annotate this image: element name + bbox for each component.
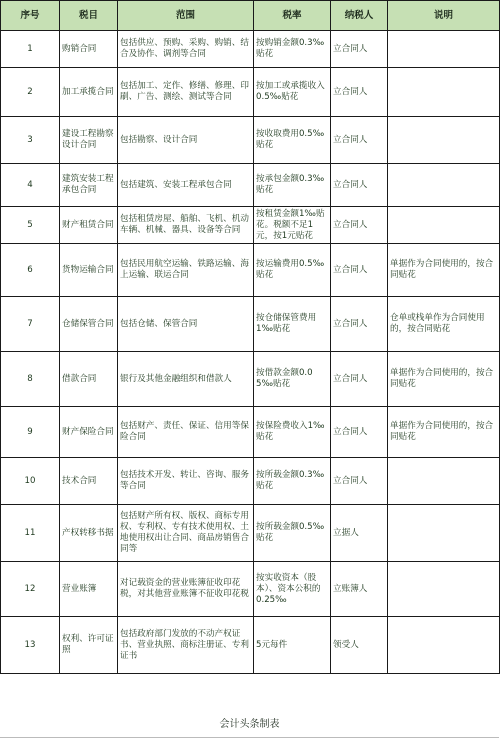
header-payer: 纳税人 <box>331 1 388 31</box>
header-item: 税目 <box>60 1 118 31</box>
table-row <box>1 505 500 562</box>
table-row <box>1 458 500 505</box>
header-no: 序号 <box>1 1 60 31</box>
cell-scope: 包括建筑、安装工程承包合同 <box>118 164 254 207</box>
cell-no: 9 <box>1 407 60 458</box>
header-rate: 税率 <box>254 1 331 31</box>
table-header-row <box>1 1 500 31</box>
cell-item: 加工承揽合同 <box>60 68 118 117</box>
cell-item: 产权转移书据 <box>60 505 118 562</box>
table-row <box>1 297 500 352</box>
cell-no: 6 <box>1 244 60 297</box>
cell-scope: 包括供应、预购、采购、购销、结合及协作、调剂等合同 <box>118 31 254 68</box>
cell-payer: 立合同人 <box>331 68 388 117</box>
cell-scope: 包括租赁房屋、船舶、飞机、机动车辆、机械、器具、设备等合同 <box>118 207 254 244</box>
cell-no: 4 <box>1 164 60 207</box>
cell-payer: 立合同人 <box>331 31 388 68</box>
cell-no: 13 <box>1 617 60 674</box>
cell-note <box>388 562 500 617</box>
cell-no: 1 <box>1 31 60 68</box>
cell-rate: 按所载金额0.5‰贴花 <box>254 505 331 562</box>
table-body <box>1 31 500 674</box>
cell-payer: 立合同人 <box>331 117 388 164</box>
cell-payer: 立合同人 <box>331 297 388 352</box>
cell-item: 建筑安装工程承包合同 <box>60 164 118 207</box>
cell-item: 技术合同 <box>60 458 118 505</box>
cell-scope: 包括技术开发、转让、咨询、服务等合同 <box>118 458 254 505</box>
cell-item: 货物运输合同 <box>60 244 118 297</box>
header-note: 说明 <box>388 1 500 31</box>
table-caption: 会计头条制表 <box>0 713 499 738</box>
table-row <box>1 117 500 164</box>
cell-rate: 按运输费用0.5‰贴花 <box>254 244 331 297</box>
cell-payer: 立合同人 <box>331 244 388 297</box>
cell-payer: 立合同人 <box>331 164 388 207</box>
cell-scope: 包括财产所有权、版权、商标专用权、专利权、专有技术使用权、土地使用权出让合同、商品房销售合同等 <box>118 505 254 562</box>
cell-scope: 对记载资金的营业账簿征收印花税，对其他营业账簿不征收印花税 <box>118 562 254 617</box>
cell-scope: 包括财产、责任、保证、信用等保险合同 <box>118 407 254 458</box>
cell-item: 仓储保管合同 <box>60 297 118 352</box>
cell-item: 建设工程勘察设计合同 <box>60 117 118 164</box>
cell-payer: 立合同人 <box>331 352 388 407</box>
cell-note: 单据作为合同使用的，按合同贴花 <box>388 407 500 458</box>
cell-scope: 包括加工、定作、修缮、修理、印刷、广告、测绘、测试等合同 <box>118 68 254 117</box>
cell-no: 5 <box>1 207 60 244</box>
cell-item: 营业账簿 <box>60 562 118 617</box>
cell-rate: 5元每件 <box>254 617 331 674</box>
cell-note <box>388 68 500 117</box>
cell-note <box>388 31 500 68</box>
cell-no: 3 <box>1 117 60 164</box>
cell-item: 权利、许可证照 <box>60 617 118 674</box>
cell-scope: 包括政府部门发放的不动产权证书、营业执照、商标注册证、专利证书 <box>118 617 254 674</box>
table-row <box>1 164 500 207</box>
cell-rate: 按所载金额0.3‰贴花 <box>254 458 331 505</box>
cell-rate: 按购销金额0.3‰贴花 <box>254 31 331 68</box>
cell-note <box>388 505 500 562</box>
table-row <box>1 617 500 674</box>
cell-payer: 立合同人 <box>331 207 388 244</box>
cell-rate: 按收取费用0.5‰贴花 <box>254 117 331 164</box>
cell-item: 购销合同 <box>60 31 118 68</box>
table-row <box>1 244 500 297</box>
table-row <box>1 562 500 617</box>
cell-rate: 按加工或承揽收入0.5‰贴花 <box>254 68 331 117</box>
cell-note <box>388 164 500 207</box>
cell-no: 10 <box>1 458 60 505</box>
cell-note <box>388 207 500 244</box>
cell-rate: 按承包金额0.3‰贴花 <box>254 164 331 207</box>
cell-note: 单据作为合同使用的，按合同贴花 <box>388 352 500 407</box>
cell-rate: 按仓储保管费用1‰贴花 <box>254 297 331 352</box>
table-row <box>1 31 500 68</box>
cell-scope: 包括民用航空运输、铁路运输、海上运输、联运合同 <box>118 244 254 297</box>
cell-scope: 包括仓储、保管合同 <box>118 297 254 352</box>
cell-no: 7 <box>1 297 60 352</box>
cell-note: 仓单或栈单作为合同使用的，按合同贴花 <box>388 297 500 352</box>
cell-note <box>388 117 500 164</box>
cell-item: 财产保险合同 <box>60 407 118 458</box>
table-row <box>1 407 500 458</box>
cell-rate: 按实收资本（股本）、资本公积的0.25‰ <box>254 562 331 617</box>
cell-payer: 立账簿人 <box>331 562 388 617</box>
cell-payer: 立合同人 <box>331 407 388 458</box>
table-row <box>1 352 500 407</box>
cell-note <box>388 458 500 505</box>
cell-rate: 按租赁金额1‰贴花。税额不足1元，按1元贴花 <box>254 207 331 244</box>
cell-no: 11 <box>1 505 60 562</box>
cell-no: 2 <box>1 68 60 117</box>
header-scope: 范围 <box>118 1 254 31</box>
table-row <box>1 207 500 244</box>
cell-payer: 立据人 <box>331 505 388 562</box>
cell-scope: 包括勘察、设计合同 <box>118 117 254 164</box>
cell-item: 借款合同 <box>60 352 118 407</box>
cell-rate: 按保险费收入1‰贴花 <box>254 407 331 458</box>
cell-note <box>388 617 500 674</box>
table-row <box>1 68 500 117</box>
cell-no: 8 <box>1 352 60 407</box>
cell-payer: 立合同人 <box>331 458 388 505</box>
cell-note: 单据作为合同使用的，按合同贴花 <box>388 244 500 297</box>
cell-payer: 领受人 <box>331 617 388 674</box>
cell-scope: 银行及其他金融组织和借款人 <box>118 352 254 407</box>
cell-no: 12 <box>1 562 60 617</box>
cell-rate: 按借款金额0.05‰贴花 <box>254 352 331 407</box>
cell-item: 财产租赁合同 <box>60 207 118 244</box>
